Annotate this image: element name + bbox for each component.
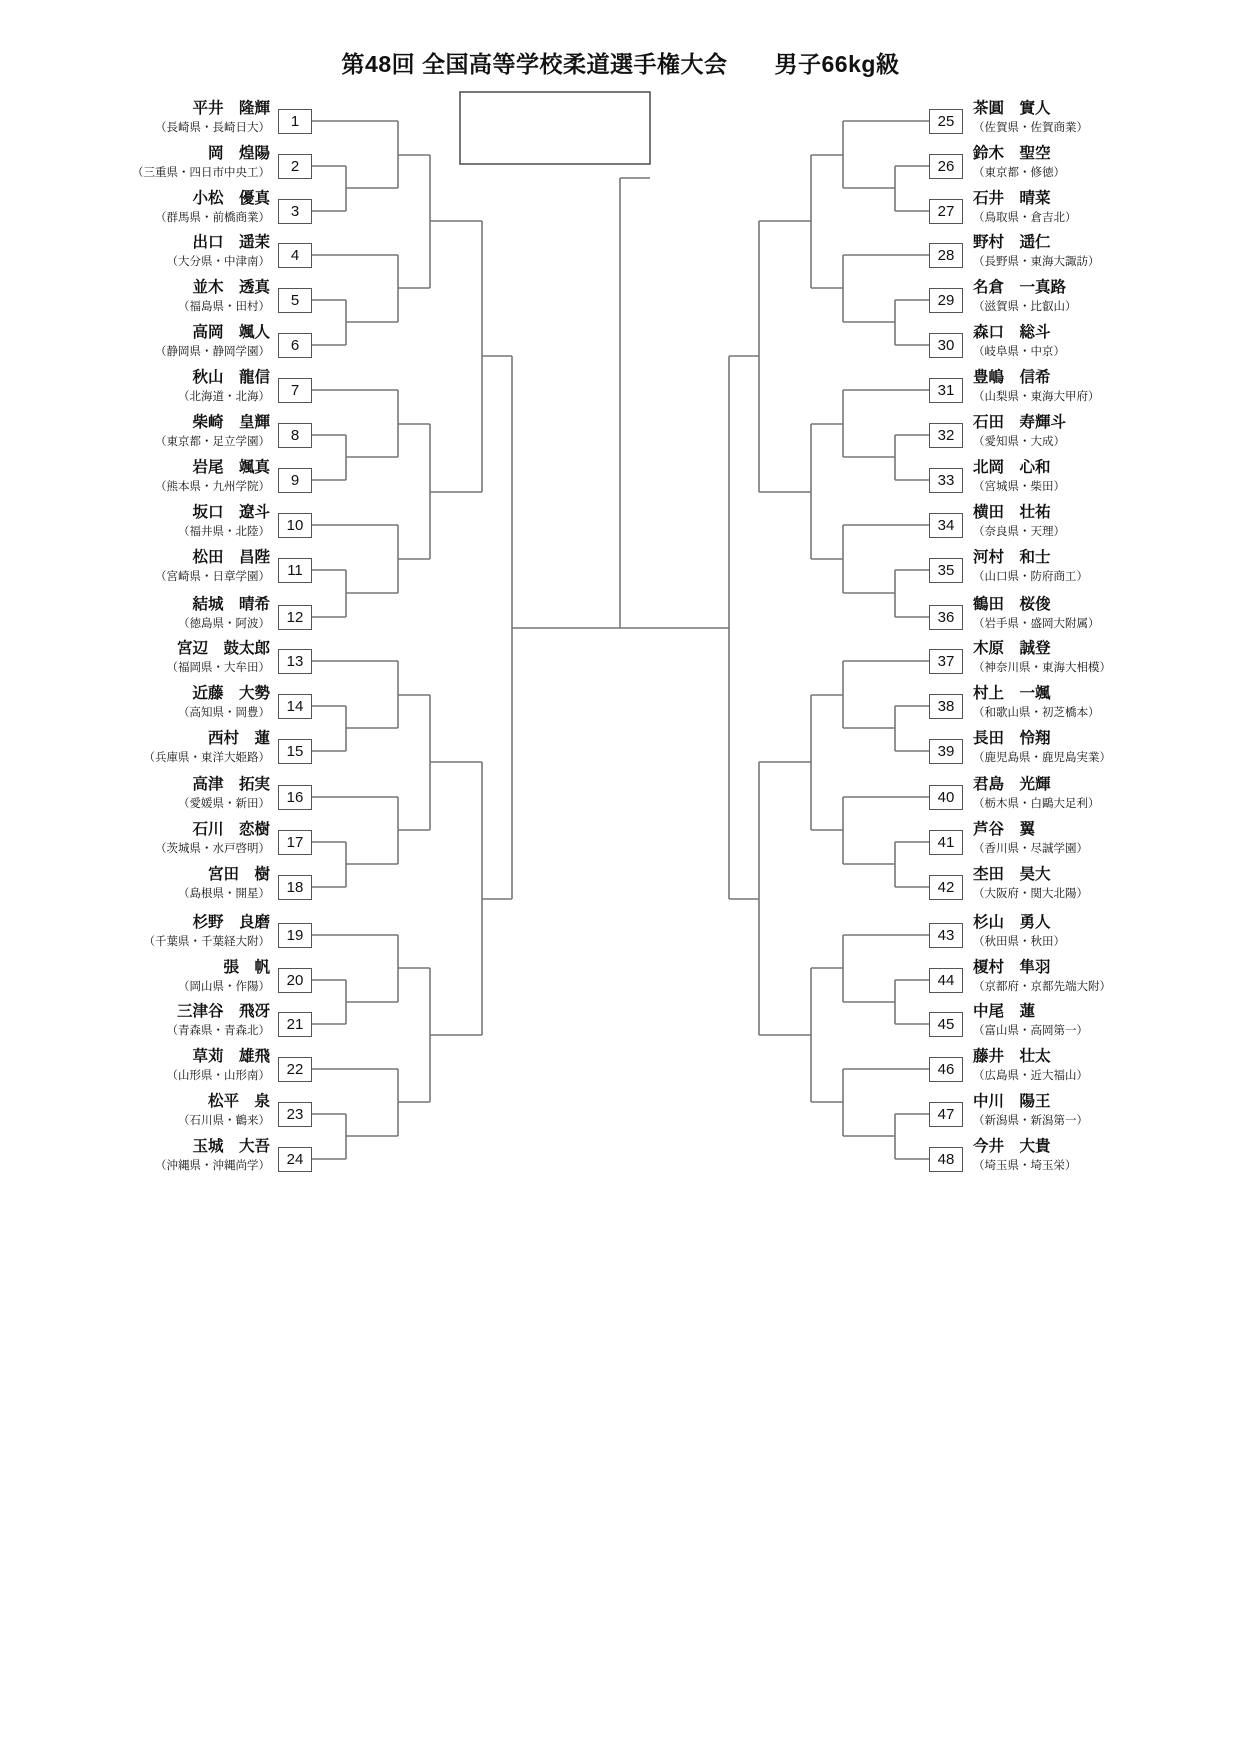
competitor-name: 張 帆 — [223, 959, 270, 976]
seed-number: 43 — [929, 923, 963, 948]
competitor-name: 杉山 勇人 — [973, 914, 1051, 931]
seed-number: 6 — [278, 333, 312, 358]
competitor-name: 松平 泉 — [207, 1093, 270, 1110]
seed-number: 27 — [929, 199, 963, 224]
competitor-school: （山形県・山形南） — [166, 1070, 270, 1082]
competitor-name: 岩尾 颯真 — [192, 459, 270, 476]
competitor-school: （栃木県・白鷗大足利） — [973, 798, 1100, 810]
competitor-school: （千葉県・千葉経大附） — [143, 936, 270, 948]
competitor-name: 木原 誠登 — [973, 640, 1051, 657]
competitor-name: 茶圓 實人 — [973, 100, 1051, 117]
competitor-school: （福井県・北陸） — [178, 526, 270, 538]
competitor-name: 石川 恋樹 — [192, 821, 270, 838]
competitor-school: （京都府・京都先端大附） — [973, 981, 1111, 993]
competitor-name: 高津 拓実 — [192, 776, 270, 793]
seed-number: 16 — [278, 785, 312, 810]
seed-number: 20 — [278, 968, 312, 993]
competitor-school: （青森県・青森北） — [166, 1025, 270, 1037]
competitor-school: （山口県・防府商工） — [973, 571, 1088, 583]
competitor-school: （岩手県・盛岡大附属） — [973, 618, 1100, 630]
seed-number: 11 — [278, 558, 312, 583]
competitor-name: 芦谷 翼 — [973, 821, 1036, 838]
competitor-school: （東京都・足立学園） — [155, 436, 270, 448]
seed-number: 9 — [278, 468, 312, 493]
competitor-school: （宮城県・柴田） — [973, 481, 1065, 493]
competitor-name: 森口 総斗 — [973, 324, 1051, 341]
seed-number: 40 — [929, 785, 963, 810]
competitor-name: 石井 晴菜 — [973, 190, 1051, 207]
seed-number: 21 — [278, 1012, 312, 1037]
seed-number: 5 — [278, 288, 312, 313]
competitor-school: （静岡県・静岡学園） — [155, 346, 270, 358]
seed-number: 30 — [929, 333, 963, 358]
competitor-school: （愛知県・大成） — [973, 436, 1065, 448]
seed-number: 46 — [929, 1057, 963, 1082]
competitor-name: 小松 優真 — [192, 190, 270, 207]
page-title: 第48回 全国高等学校柔道選手権大会 男子66kg級 — [341, 51, 900, 77]
competitor-name: 横田 壮祐 — [973, 504, 1051, 521]
competitor-school: （宮崎県・日章学園） — [155, 571, 270, 583]
seed-number: 3 — [278, 199, 312, 224]
seed-number: 34 — [929, 513, 963, 538]
competitor-name: 中尾 蓮 — [973, 1003, 1036, 1020]
competitor-name: 今井 大貴 — [973, 1138, 1051, 1155]
competitor-school: （群馬県・前橋商業） — [155, 212, 270, 224]
competitor-school: （東京都・修徳） — [973, 167, 1065, 179]
competitor-name: 君島 光輝 — [973, 776, 1051, 793]
seed-number: 36 — [929, 605, 963, 630]
seed-number: 47 — [929, 1102, 963, 1127]
competitor-name: 坂口 遼斗 — [192, 504, 270, 521]
seed-number: 17 — [278, 830, 312, 855]
competitor-name: 結城 晴希 — [192, 596, 270, 613]
competitor-name: 並木 透真 — [192, 279, 270, 296]
competitor-name: 鶴田 桜俊 — [973, 596, 1051, 613]
competitor-school: （広島県・近大福山） — [973, 1070, 1088, 1082]
competitor-school: （福岡県・大牟田） — [166, 662, 270, 674]
seed-number: 28 — [929, 243, 963, 268]
competitor-name: 平井 隆輝 — [192, 100, 270, 117]
competitor-name: 村上 一颯 — [973, 685, 1051, 702]
competitor-school: （奈良県・天理） — [973, 526, 1065, 538]
seed-number: 25 — [929, 109, 963, 134]
seed-number: 48 — [929, 1147, 963, 1172]
seed-number: 42 — [929, 875, 963, 900]
competitor-name: 出口 遥茉 — [192, 234, 270, 251]
seed-number: 1 — [278, 109, 312, 134]
seed-number: 38 — [929, 694, 963, 719]
competitor-school: （茨城県・水戸啓明） — [155, 843, 270, 855]
seed-number: 29 — [929, 288, 963, 313]
seed-number: 22 — [278, 1057, 312, 1082]
seed-number: 31 — [929, 378, 963, 403]
seed-number: 18 — [278, 875, 312, 900]
competitor-name: 三津谷 飛冴 — [176, 1003, 270, 1020]
competitor-school: （岡山県・作陽） — [178, 981, 270, 993]
competitor-name: 豊嶋 信希 — [973, 369, 1051, 386]
competitor-school: （和歌山県・初芝橋本） — [973, 707, 1100, 719]
competitor-name: 榎村 隼羽 — [973, 959, 1051, 976]
competitor-school: （岐阜県・中京） — [973, 346, 1065, 358]
competitor-name: 中川 陽王 — [973, 1093, 1051, 1110]
competitor-name: 柴崎 皇輝 — [192, 414, 270, 431]
competitor-name: 名倉 一真路 — [973, 279, 1067, 296]
competitor-name: 野村 遥仁 — [973, 234, 1051, 251]
competitor-school: （鳥取県・倉吉北） — [973, 212, 1077, 224]
seed-number: 41 — [929, 830, 963, 855]
competitor-school: （三重県・四日市中央工） — [132, 167, 270, 179]
competitor-name: 鈴木 聖空 — [973, 145, 1051, 162]
seed-number: 45 — [929, 1012, 963, 1037]
competitor-name: 宮田 樹 — [207, 866, 270, 883]
competitor-school: （秋田県・秋田） — [973, 936, 1065, 948]
competitor-school: （徳島県・阿波） — [178, 618, 270, 630]
seed-number: 19 — [278, 923, 312, 948]
competitor-name: 河村 和士 — [973, 549, 1051, 566]
seed-number: 8 — [278, 423, 312, 448]
competitor-school: （佐賀県・佐賀商業） — [973, 122, 1088, 134]
competitor-name: 石田 寿輝斗 — [973, 414, 1067, 431]
competitor-school: （高知県・岡豊） — [178, 707, 270, 719]
competitor-name: 長田 怜翔 — [973, 730, 1051, 747]
competitor-school: （島根県・開星） — [178, 888, 270, 900]
seed-number: 44 — [929, 968, 963, 993]
competitor-school: （沖縄県・沖縄尚学） — [155, 1160, 270, 1172]
competitor-school: （鹿児島県・鹿児島実業） — [973, 752, 1111, 764]
seed-number: 4 — [278, 243, 312, 268]
seed-number: 2 — [278, 154, 312, 179]
competitor-name: 西村 蓮 — [207, 730, 270, 747]
competitor-name: 藤井 壮太 — [973, 1048, 1051, 1065]
competitor-school: （神奈川県・東海大相模） — [973, 662, 1111, 674]
competitor-school: （新潟県・新潟第一） — [973, 1115, 1088, 1127]
competitor-school: （山梨県・東海大甲府） — [973, 391, 1100, 403]
competitor-school: （滋賀県・比叡山） — [973, 301, 1077, 313]
seed-number: 26 — [929, 154, 963, 179]
seed-number: 15 — [278, 739, 312, 764]
seed-number: 33 — [929, 468, 963, 493]
competitor-name: 松田 昌陛 — [192, 549, 270, 566]
competitor-school: （愛媛県・新田） — [178, 798, 270, 810]
competitor-name: 杢田 昊大 — [973, 866, 1051, 883]
competitor-name: 秋山 龍信 — [192, 369, 270, 386]
seed-number: 37 — [929, 649, 963, 674]
competitor-name: 杉野 良磨 — [192, 914, 270, 931]
seed-number: 14 — [278, 694, 312, 719]
seed-number: 35 — [929, 558, 963, 583]
seed-number: 39 — [929, 739, 963, 764]
competitor-school: （大阪府・関大北陽） — [973, 888, 1088, 900]
seed-number: 10 — [278, 513, 312, 538]
seed-number: 24 — [278, 1147, 312, 1172]
competitor-school: （熊本県・九州学院） — [155, 481, 270, 493]
competitor-school: （香川県・尽誠学園） — [973, 843, 1088, 855]
competitor-name: 近藤 大勢 — [192, 685, 270, 702]
seed-number: 13 — [278, 649, 312, 674]
competitor-school: （埼玉県・埼玉栄） — [973, 1160, 1077, 1172]
competitor-school: （富山県・高岡第一） — [973, 1025, 1088, 1037]
champion-box — [460, 92, 650, 164]
competitor-school: （大分県・中津南） — [166, 256, 270, 268]
seed-number: 12 — [278, 605, 312, 630]
competitor-name: 玉城 大吾 — [192, 1138, 270, 1155]
seed-number: 32 — [929, 423, 963, 448]
competitor-school: （福島県・田村） — [178, 301, 270, 313]
competitor-school: （石川県・鶴来） — [178, 1115, 270, 1127]
seed-number: 7 — [278, 378, 312, 403]
competitor-name: 岡 煌陽 — [207, 145, 270, 162]
competitor-school: （長野県・東海大諏訪） — [973, 256, 1100, 268]
competitor-school: （兵庫県・東洋大姫路） — [143, 752, 270, 764]
competitor-school: （北海道・北海） — [178, 391, 270, 403]
competitor-name: 宮辺 鼓太郎 — [176, 640, 270, 657]
competitor-school: （長崎県・長崎日大） — [155, 122, 270, 134]
competitor-name: 草苅 雄飛 — [192, 1048, 270, 1065]
competitor-name: 高岡 颯人 — [192, 324, 270, 341]
competitor-name: 北岡 心和 — [973, 459, 1051, 476]
seed-number: 23 — [278, 1102, 312, 1127]
